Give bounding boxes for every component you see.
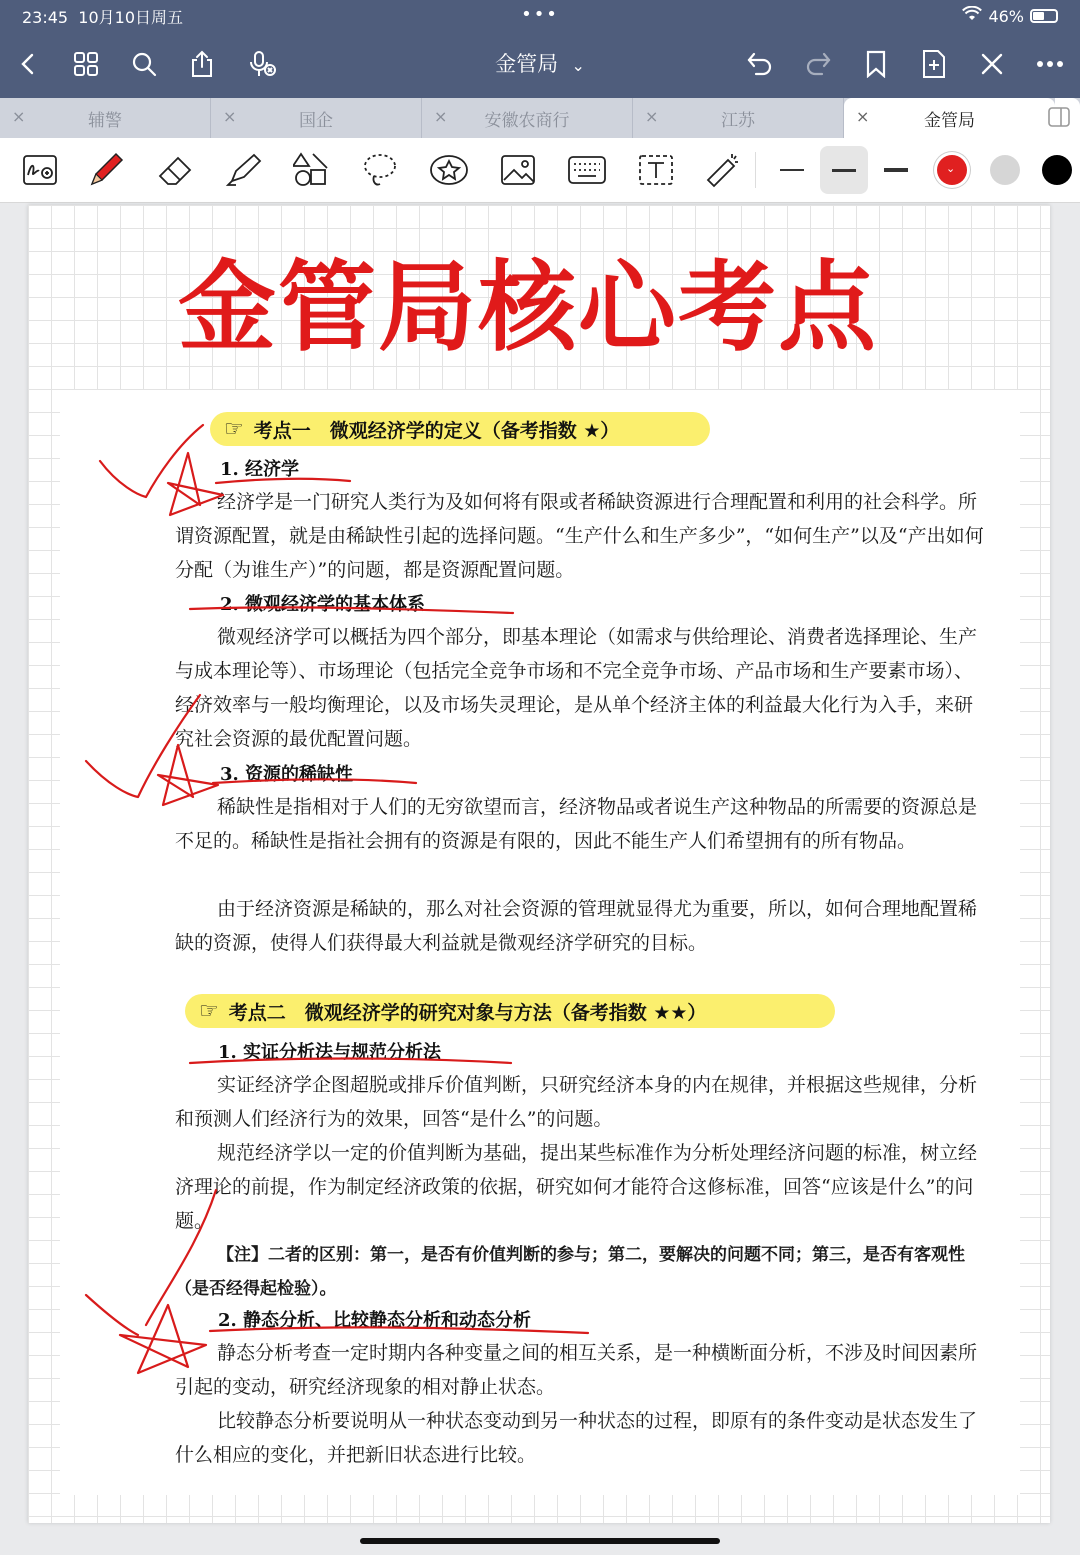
tab-label: 金管局 <box>924 110 975 131</box>
stroke-medium-option[interactable] <box>820 146 868 194</box>
tab-close-icon[interactable]: × <box>12 107 26 126</box>
title-chevron-down-icon: ⌄ <box>571 56 585 75</box>
section2-item2-paragraph2: 比较静态分析要说明从一种状态变动到另一种状态的过程，即原有的条件变动是状态发生了什么相应的变化，并把新旧状态进行比较。 <box>175 1410 978 1466</box>
battery-icon <box>1030 9 1058 23</box>
scanned-textbook-page <box>60 390 1020 1495</box>
top-bar <box>0 0 1080 98</box>
lasso-icon[interactable] <box>358 148 402 192</box>
wifi-icon <box>962 6 982 26</box>
color-gray-swatch[interactable] <box>983 148 1027 192</box>
tab-jinguanju[interactable] <box>844 98 1055 138</box>
split-view-icon[interactable] <box>1048 107 1070 131</box>
tab-spacer <box>1055 98 1080 138</box>
color-black-swatch[interactable] <box>1035 148 1079 192</box>
close-icon[interactable] <box>972 44 1012 84</box>
section2-item1-paragraph1: 实证经济学企图超脱或排斥价值判断，只研究经济本身的内在规律，并根据这些规律，分析和预测人们经济行为的效果，回答“是什么”的问题。 <box>175 1074 978 1130</box>
nav-bar <box>0 38 1080 90</box>
document-title[interactable]: 金管局 ⌄ <box>495 52 585 76</box>
battery-percent: 46% <box>988 6 1024 26</box>
section1-item3-paragraph1: 稀缺性是指相对于人们的无穷欲望而言，经济物品或者说生产这种物品的所需要的资源总是不足的。稀缺性是指社会拥有的资源是有限的，因此不能生产人们希望拥有的所有物品。 <box>175 796 978 852</box>
section2-item2-paragraph1: 静态分析考查一定时期内各种变量之间的相互关系，是一种横断面分析，不涉及时间因素所引起的变动，研究经济现象的相对静止状态。 <box>175 1342 978 1398</box>
pointing-hand-icon: ☞ <box>224 416 244 442</box>
stroke-thin-option[interactable] <box>770 148 814 192</box>
sticker-icon[interactable] <box>427 148 471 192</box>
handwriting-zoom-icon[interactable] <box>18 148 62 192</box>
tab-close-icon[interactable]: × <box>434 107 448 126</box>
tab-anhui-bank[interactable] <box>422 98 633 138</box>
tab-label: 安徽农商行 <box>484 110 570 131</box>
redo-icon[interactable] <box>798 44 838 84</box>
more-icon[interactable] <box>1030 44 1070 84</box>
section2-note: 【注】二者的区别：第一，是否有价值判断的参与；第二，要解决的问题不同；第三，是否有客观性（是否经得起检验）。 <box>175 1245 965 1299</box>
stroke-thick-option[interactable] <box>874 148 918 192</box>
section2-item1-title: 1. 实证分析法与规范分析法 <box>218 1042 442 1063</box>
home-indicator[interactable] <box>360 1538 720 1544</box>
shape-tool-icon[interactable] <box>290 148 334 192</box>
section1-item2-title: 2. 微观经济学的基本体系 <box>220 594 426 615</box>
toolbar-divider <box>755 152 756 188</box>
tab-fujing[interactable] <box>0 98 211 138</box>
handwritten-headline: 金管局核心考点 <box>178 251 879 365</box>
pointing-hand-icon: ☞ <box>199 998 219 1024</box>
tab-guoqi[interactable] <box>211 98 422 138</box>
notebook-page[interactable] <box>28 205 1050 1523</box>
status-date: 10月10日周五 <box>78 7 184 27</box>
pen-tool-icon[interactable] <box>84 148 128 192</box>
section1-item2-paragraph: 微观经济学可以概括为四个部分，即基本理论（如需求与供给理论、消费者选择理论、生产与成本理论等）、市场理论（包括完全竞争市场和不完全竞争市场、产品市场和生产要素市场）、经济效率与一般均衡理论，以及市场失灵理论，是从单个经济主体的利益最大化行为入手，来研究社会资源的最优配置问题。 <box>175 626 978 750</box>
section1-item3-title: 3. 资源的稀缺性 <box>220 764 354 785</box>
color-red-swatch[interactable] <box>930 148 974 192</box>
section1-item1-title: 1. 经济学 <box>220 459 300 480</box>
highlighter-icon[interactable] <box>222 148 266 192</box>
tab-close-icon[interactable]: × <box>223 107 237 126</box>
undo-icon[interactable] <box>740 44 780 84</box>
section2-item2-title: 2. 静态分析、比较静态分析和动态分析 <box>218 1310 532 1331</box>
image-icon[interactable] <box>496 148 540 192</box>
section2-banner: ☞ 考点二 微观经济学的研究对象与方法（备考指数 ★★） <box>185 994 835 1028</box>
tab-label: 江苏 <box>721 110 755 131</box>
section1-item3-paragraph2: 由于经济资源是稀缺的，那么对社会资源的管理就显得尤为重要，所以，如何合理地配置稀缺的资源，使得人们获得最大利益就是微观经济学研究的目标。 <box>175 898 978 954</box>
tab-bar <box>0 98 1080 138</box>
tab-label: 国企 <box>299 110 333 131</box>
multitask-dots-icon[interactable]: ••• <box>521 4 559 25</box>
drawing-toolbar <box>0 138 1080 203</box>
laser-pointer-icon[interactable] <box>700 148 744 192</box>
tab-label: 辅警 <box>88 110 122 131</box>
bookmark-icon[interactable] <box>856 44 896 84</box>
tab-close-icon[interactable]: × <box>856 107 870 126</box>
keyboard-icon[interactable] <box>565 148 609 192</box>
selected-chevron-icon: ⌄ <box>946 162 956 175</box>
section1-banner: ☞ 考点一 微观经济学的定义（备考指数 ★） <box>210 412 710 446</box>
section1-item1-paragraph: 经济学是一门研究人类行为及如何将有限或者稀缺资源进行合理配置和利用的社会科学。所谓资源配置，就是由稀缺性引起的选择问题。“生产什么和生产多少”，“如何生产”以及“产出如何分配（为谁生产）”的问题，都是资源配置问题。 <box>175 491 984 581</box>
add-page-icon[interactable] <box>914 44 954 84</box>
section2-item1-paragraph2: 规范经济学以一定的价值判断为基础，提出某些标准作为分析处理经济问题的标准，树立经济理论的前提，作为制定经济政策的依据，研究如何才能符合这修标准，回答“应该是什么”的问题。 <box>175 1142 978 1232</box>
eraser-icon[interactable] <box>154 148 198 192</box>
text-box-icon[interactable] <box>634 148 678 192</box>
tab-jiangsu[interactable] <box>633 98 844 138</box>
status-bar <box>22 4 1058 28</box>
tab-close-icon[interactable]: × <box>645 107 659 126</box>
status-time: 23:45 <box>22 7 69 27</box>
